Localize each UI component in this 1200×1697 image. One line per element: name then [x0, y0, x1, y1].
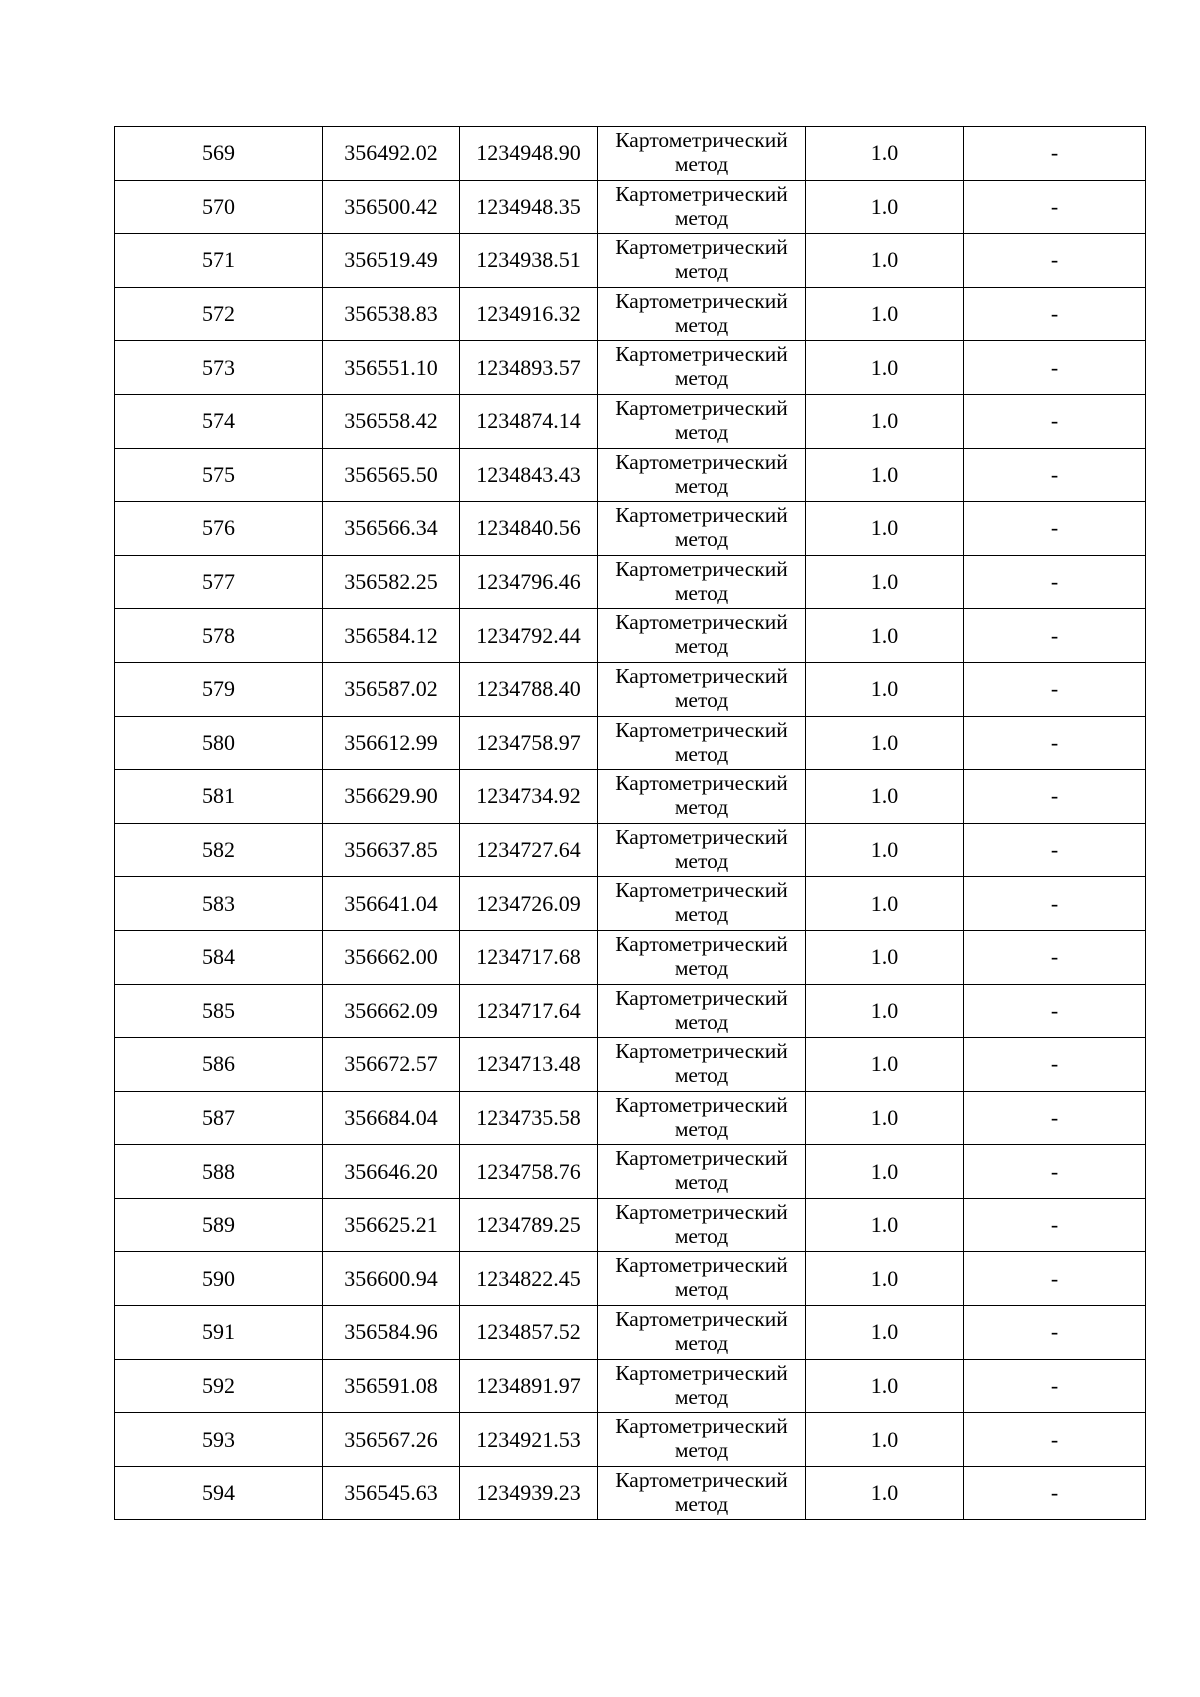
point-number-cell: 583 — [115, 877, 323, 931]
point-number-cell: 580 — [115, 716, 323, 770]
table-row — [115, 1306, 1146, 1360]
x-coordinate-cell: 356551.10 — [323, 341, 460, 395]
method-cell: Картометрический метод — [598, 823, 806, 877]
table-row — [115, 930, 1146, 984]
y-coordinate-cell: 1234717.64 — [460, 984, 598, 1038]
point-number-cell: 577 — [115, 555, 323, 609]
note-cell: - — [964, 1466, 1146, 1520]
method-cell: Картометрический метод — [598, 555, 806, 609]
y-coordinate-cell: 1234792.44 — [460, 609, 598, 663]
point-number-cell: 587 — [115, 1091, 323, 1145]
method-cell: Картометрический метод — [598, 1466, 806, 1520]
y-coordinate-cell: 1234948.90 — [460, 127, 598, 181]
x-coordinate-cell: 356587.02 — [323, 662, 460, 716]
note-cell: - — [964, 234, 1146, 288]
method-cell: Картометрический метод — [598, 1198, 806, 1252]
y-coordinate-cell: 1234796.46 — [460, 555, 598, 609]
coordinates-table-body — [115, 127, 1146, 1520]
point-number-cell: 584 — [115, 930, 323, 984]
y-coordinate-cell: 1234938.51 — [460, 234, 598, 288]
note-cell: - — [964, 127, 1146, 181]
accuracy-cell: 1.0 — [806, 930, 964, 984]
x-coordinate-cell: 356500.42 — [323, 180, 460, 234]
accuracy-cell: 1.0 — [806, 127, 964, 181]
y-coordinate-cell: 1234948.35 — [460, 180, 598, 234]
y-coordinate-cell: 1234891.97 — [460, 1359, 598, 1413]
point-number-cell: 582 — [115, 823, 323, 877]
y-coordinate-cell: 1234717.68 — [460, 930, 598, 984]
point-number-cell: 588 — [115, 1145, 323, 1199]
x-coordinate-cell: 356545.63 — [323, 1466, 460, 1520]
accuracy-cell: 1.0 — [806, 1145, 964, 1199]
table-row — [115, 662, 1146, 716]
note-cell: - — [964, 1413, 1146, 1467]
table-row — [115, 1252, 1146, 1306]
y-coordinate-cell: 1234874.14 — [460, 394, 598, 448]
method-cell: Картометрический метод — [598, 448, 806, 502]
method-cell: Картометрический метод — [598, 180, 806, 234]
table-row — [115, 448, 1146, 502]
table-row — [115, 287, 1146, 341]
note-cell: - — [964, 555, 1146, 609]
note-cell: - — [964, 394, 1146, 448]
accuracy-cell: 1.0 — [806, 1198, 964, 1252]
note-cell: - — [964, 877, 1146, 931]
accuracy-cell: 1.0 — [806, 1413, 964, 1467]
point-number-cell: 575 — [115, 448, 323, 502]
y-coordinate-cell: 1234893.57 — [460, 341, 598, 395]
accuracy-cell: 1.0 — [806, 287, 964, 341]
method-cell: Картометрический метод — [598, 609, 806, 663]
note-cell: - — [964, 448, 1146, 502]
note-cell: - — [964, 1198, 1146, 1252]
y-coordinate-cell: 1234843.43 — [460, 448, 598, 502]
x-coordinate-cell: 356565.50 — [323, 448, 460, 502]
accuracy-cell: 1.0 — [806, 1466, 964, 1520]
accuracy-cell: 1.0 — [806, 1359, 964, 1413]
method-cell: Картометрический метод — [598, 127, 806, 181]
table-row — [115, 716, 1146, 770]
note-cell: - — [964, 287, 1146, 341]
method-cell: Картометрический метод — [598, 1359, 806, 1413]
y-coordinate-cell: 1234727.64 — [460, 823, 598, 877]
point-number-cell: 591 — [115, 1306, 323, 1360]
accuracy-cell: 1.0 — [806, 394, 964, 448]
y-coordinate-cell: 1234939.23 — [460, 1466, 598, 1520]
method-cell: Картометрический метод — [598, 502, 806, 556]
method-cell: Картометрический метод — [598, 1145, 806, 1199]
note-cell: - — [964, 984, 1146, 1038]
accuracy-cell: 1.0 — [806, 1038, 964, 1092]
point-number-cell: 590 — [115, 1252, 323, 1306]
y-coordinate-cell: 1234788.40 — [460, 662, 598, 716]
note-cell: - — [964, 716, 1146, 770]
table-row — [115, 502, 1146, 556]
accuracy-cell: 1.0 — [806, 555, 964, 609]
point-number-cell: 592 — [115, 1359, 323, 1413]
point-number-cell: 578 — [115, 609, 323, 663]
y-coordinate-cell: 1234726.09 — [460, 877, 598, 931]
x-coordinate-cell: 356662.00 — [323, 930, 460, 984]
accuracy-cell: 1.0 — [806, 1252, 964, 1306]
y-coordinate-cell: 1234840.56 — [460, 502, 598, 556]
method-cell: Картометрический метод — [598, 984, 806, 1038]
note-cell: - — [964, 341, 1146, 395]
table-row — [115, 341, 1146, 395]
accuracy-cell: 1.0 — [806, 341, 964, 395]
accuracy-cell: 1.0 — [806, 1091, 964, 1145]
note-cell: - — [964, 823, 1146, 877]
x-coordinate-cell: 356637.85 — [323, 823, 460, 877]
method-cell: Картометрический метод — [598, 1306, 806, 1360]
note-cell: - — [964, 1091, 1146, 1145]
x-coordinate-cell: 356672.57 — [323, 1038, 460, 1092]
table-row — [115, 127, 1146, 181]
x-coordinate-cell: 356646.20 — [323, 1145, 460, 1199]
y-coordinate-cell: 1234857.52 — [460, 1306, 598, 1360]
note-cell: - — [964, 1038, 1146, 1092]
table-row — [115, 180, 1146, 234]
table-row — [115, 1359, 1146, 1413]
x-coordinate-cell: 356600.94 — [323, 1252, 460, 1306]
y-coordinate-cell: 1234921.53 — [460, 1413, 598, 1467]
y-coordinate-cell: 1234758.97 — [460, 716, 598, 770]
method-cell: Картометрический метод — [598, 341, 806, 395]
note-cell: - — [964, 1306, 1146, 1360]
method-cell: Картометрический метод — [598, 930, 806, 984]
note-cell: - — [964, 1145, 1146, 1199]
accuracy-cell: 1.0 — [806, 877, 964, 931]
accuracy-cell: 1.0 — [806, 502, 964, 556]
point-number-cell: 571 — [115, 234, 323, 288]
note-cell: - — [964, 770, 1146, 824]
method-cell: Картометрический метод — [598, 877, 806, 931]
x-coordinate-cell: 356584.12 — [323, 609, 460, 663]
method-cell: Картометрический метод — [598, 1091, 806, 1145]
table-row — [115, 823, 1146, 877]
method-cell: Картометрический метод — [598, 662, 806, 716]
accuracy-cell: 1.0 — [806, 662, 964, 716]
method-cell: Картометрический метод — [598, 1413, 806, 1467]
method-cell: Картометрический метод — [598, 1038, 806, 1092]
x-coordinate-cell: 356625.21 — [323, 1198, 460, 1252]
y-coordinate-cell: 1234758.76 — [460, 1145, 598, 1199]
x-coordinate-cell: 356662.09 — [323, 984, 460, 1038]
point-number-cell: 573 — [115, 341, 323, 395]
x-coordinate-cell: 356612.99 — [323, 716, 460, 770]
x-coordinate-cell: 356566.34 — [323, 502, 460, 556]
table-row — [115, 1145, 1146, 1199]
table-row — [115, 394, 1146, 448]
accuracy-cell: 1.0 — [806, 609, 964, 663]
y-coordinate-cell: 1234916.32 — [460, 287, 598, 341]
x-coordinate-cell: 356584.96 — [323, 1306, 460, 1360]
accuracy-cell: 1.0 — [806, 448, 964, 502]
point-number-cell: 586 — [115, 1038, 323, 1092]
point-number-cell: 574 — [115, 394, 323, 448]
table-row — [115, 555, 1146, 609]
accuracy-cell: 1.0 — [806, 823, 964, 877]
method-cell: Картометрический метод — [598, 234, 806, 288]
point-number-cell: 572 — [115, 287, 323, 341]
point-number-cell: 569 — [115, 127, 323, 181]
method-cell: Картометрический метод — [598, 394, 806, 448]
table-row — [115, 1038, 1146, 1092]
table-row — [115, 234, 1146, 288]
point-number-cell: 593 — [115, 1413, 323, 1467]
accuracy-cell: 1.0 — [806, 984, 964, 1038]
table-row — [115, 1413, 1146, 1467]
accuracy-cell: 1.0 — [806, 716, 964, 770]
point-number-cell: 570 — [115, 180, 323, 234]
y-coordinate-cell: 1234713.48 — [460, 1038, 598, 1092]
x-coordinate-cell: 356629.90 — [323, 770, 460, 824]
coordinates-table — [114, 126, 1146, 1520]
point-number-cell: 576 — [115, 502, 323, 556]
note-cell: - — [964, 180, 1146, 234]
x-coordinate-cell: 356641.04 — [323, 877, 460, 931]
table-row — [115, 609, 1146, 663]
point-number-cell: 585 — [115, 984, 323, 1038]
note-cell: - — [964, 1252, 1146, 1306]
y-coordinate-cell: 1234734.92 — [460, 770, 598, 824]
table-row — [115, 984, 1146, 1038]
table-row — [115, 1198, 1146, 1252]
x-coordinate-cell: 356519.49 — [323, 234, 460, 288]
point-number-cell: 581 — [115, 770, 323, 824]
table-row — [115, 877, 1146, 931]
y-coordinate-cell: 1234789.25 — [460, 1198, 598, 1252]
y-coordinate-cell: 1234735.58 — [460, 1091, 598, 1145]
x-coordinate-cell: 356492.02 — [323, 127, 460, 181]
note-cell: - — [964, 662, 1146, 716]
accuracy-cell: 1.0 — [806, 1306, 964, 1360]
point-number-cell: 594 — [115, 1466, 323, 1520]
x-coordinate-cell: 356684.04 — [323, 1091, 460, 1145]
table-row — [115, 1091, 1146, 1145]
note-cell: - — [964, 930, 1146, 984]
note-cell: - — [964, 609, 1146, 663]
accuracy-cell: 1.0 — [806, 234, 964, 288]
x-coordinate-cell: 356558.42 — [323, 394, 460, 448]
accuracy-cell: 1.0 — [806, 180, 964, 234]
point-number-cell: 589 — [115, 1198, 323, 1252]
method-cell: Картометрический метод — [598, 770, 806, 824]
x-coordinate-cell: 356582.25 — [323, 555, 460, 609]
note-cell: - — [964, 1359, 1146, 1413]
x-coordinate-cell: 356591.08 — [323, 1359, 460, 1413]
point-number-cell: 579 — [115, 662, 323, 716]
table-row — [115, 1466, 1146, 1520]
note-cell: - — [964, 502, 1146, 556]
y-coordinate-cell: 1234822.45 — [460, 1252, 598, 1306]
method-cell: Картометрический метод — [598, 1252, 806, 1306]
x-coordinate-cell: 356567.26 — [323, 1413, 460, 1467]
method-cell: Картометрический метод — [598, 287, 806, 341]
x-coordinate-cell: 356538.83 — [323, 287, 460, 341]
table-row — [115, 770, 1146, 824]
method-cell: Картометрический метод — [598, 716, 806, 770]
accuracy-cell: 1.0 — [806, 770, 964, 824]
